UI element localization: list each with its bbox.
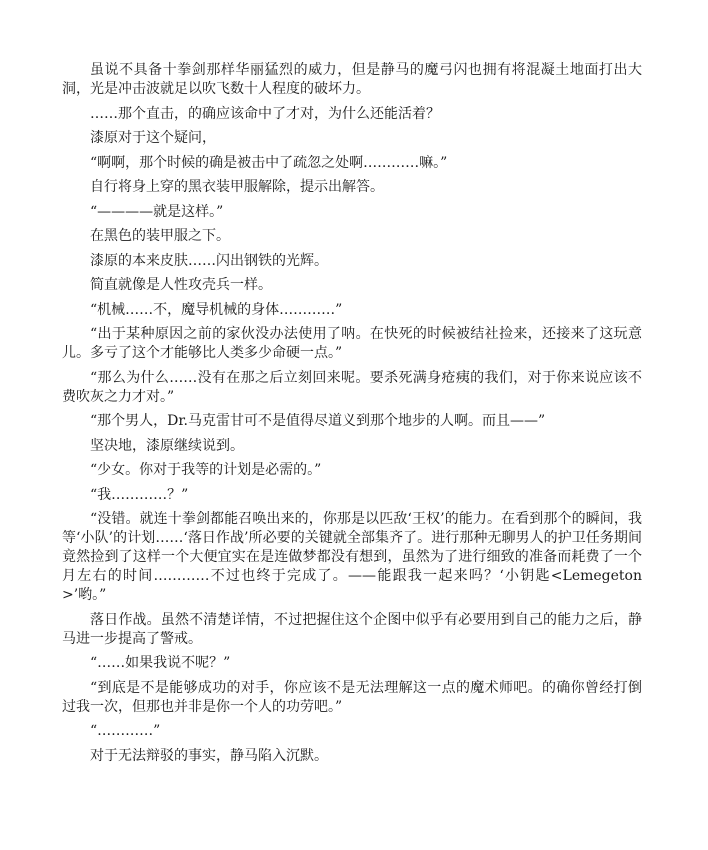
paragraph: “出于某种原因之前的家伙没办法使用了呐。在快死的时候被结社捡来，还接来了这玩意儿。多亏了这个才能够比人类多少命硬一点。” bbox=[62, 326, 642, 361]
paragraph: 落日作战。虽然不清楚详情，不过把握住这个企图中似乎有必要用到自己的能力之后，静马进一步提高了警戒。 bbox=[62, 611, 642, 647]
paragraph: 在黑色的装甲服之下。 bbox=[90, 228, 230, 244]
paragraph: “那么为什么……没有在那之后立刻回来呢。要杀死满身疮痍的我们，对于你来说应该不费吹灰之力才对。” bbox=[62, 369, 642, 405]
paragraph: “啊啊，那个时候的确是被击中了疏忽之处啊…………嘛。” bbox=[90, 154, 448, 171]
paragraph: “少女。你对于我等的计划是必需的。” bbox=[90, 462, 322, 478]
paragraph: “没错。就连十拳剑都能召唤出来的，你那是以匹敌‘王权’的能力。在看到那个的瞬间，我等‘小队’的计划……‘落日作战’所必要的关键就全部集齐了。进行那种无聊男人的护卫任务期间竟然捡到了这样一个大便宜实在是连做梦都没有想到，虽然为了进行细致的准备而耗费了一个月左右的时间…………不过也终于完成了。——能跟我一起来吗？‘小钥匙<Lemegeton>’哟。” bbox=[62, 511, 642, 603]
paragraph: “————就是这样。” bbox=[90, 203, 224, 220]
paragraph: “到底是不是能够成功的对手，你应该不是无法理解这一点的魔术师吧。的确你曾经打倒过我一次，但那也并非是你一个人的功劳吧。” bbox=[62, 679, 642, 715]
paragraph: 漆原对于这个疑问， bbox=[90, 130, 216, 146]
paragraph: “机械……不，魔导机械的身体…………” bbox=[90, 301, 343, 318]
paragraph: 对于无法辩驳的事实，静马陷入沉默。 bbox=[90, 747, 328, 764]
paragraph: 漆原的本来皮肤……闪出钢铁的光辉。 bbox=[90, 252, 328, 269]
paragraph: 简直就像是人性攻壳兵一样。 bbox=[90, 277, 272, 293]
paragraph: 自行将身上穿的黑衣装甲服解除，提示出解答。 bbox=[90, 179, 384, 195]
paragraph: ……那个直击，的确应该命中了才对，为什么还能活着？ bbox=[90, 105, 440, 122]
paragraph: “那个男人，Dr.马克雷甘可不是值得尽道义到那个地步的人啊。而且——” bbox=[90, 413, 546, 429]
paragraph: 虽说不具备十拳剑那样华丽猛烈的威力，但是静马的魔弓闪也拥有将混凝土地面打出大洞，光是冲击波就足以吹飞数十人程度的破坏力。 bbox=[62, 62, 642, 97]
paragraph: “我…………？” bbox=[90, 486, 189, 503]
document-page bbox=[62, 61, 642, 771]
paragraph: “……如果我说不呢？” bbox=[90, 655, 231, 671]
paragraph: “…………” bbox=[90, 723, 161, 739]
paragraph: 坚决地，漆原继续说到。 bbox=[90, 437, 244, 454]
